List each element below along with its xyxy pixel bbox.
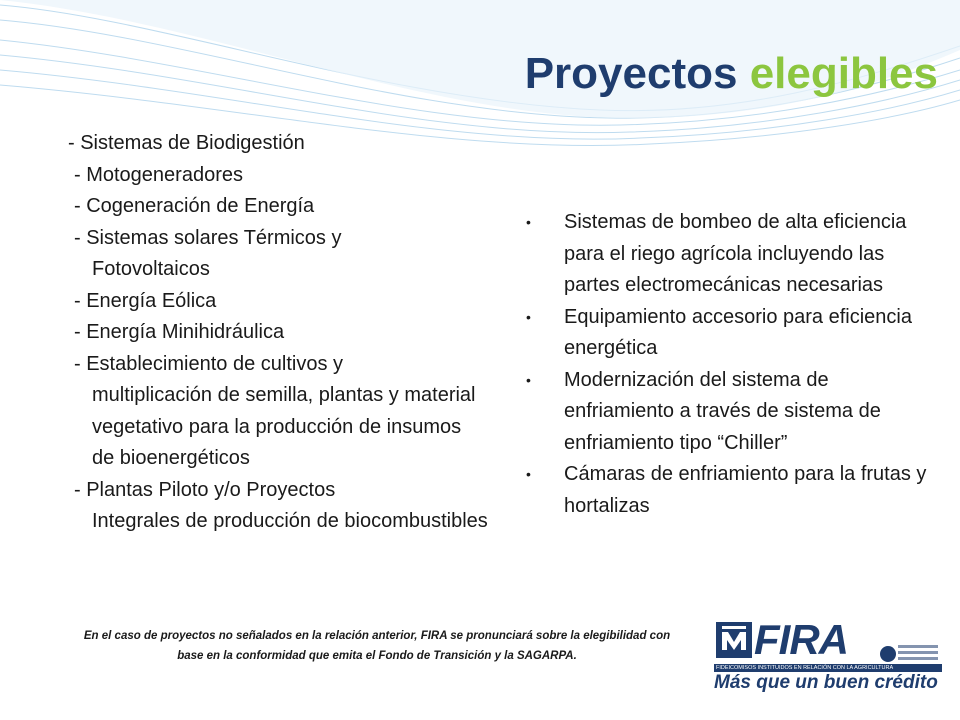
bullet-dot-icon: • [526,466,531,482]
bullet-item [522,207,942,302]
logo-g-icon [880,646,896,662]
footnote: En el caso de proyectos no señalados en la relación anterior, FIRA se pronunciará sobre la elegibilidad con base en la conformidad que emita el Fondo de Transición y la SAGARPA. [83,630,671,662]
bullet-item [522,365,942,460]
left-list-item-text: - Establecimiento de cultivos y [74,352,344,375]
left-list-item-continuation: multiplicación de semilla, plantas y material vegetativo para la producción de insumos de bioenergéticos [92,384,476,469]
left-list-item-text: - Cogeneración de Energía [74,195,315,217]
bullet-dot-icon: • [526,214,531,230]
logo-small-text: FIDEICOMISOS INSTITUIDOS EN RELACIÓN CON LA AGRICULTURA [716,665,894,671]
left-list-item [68,349,488,475]
bullet-dot-icon: • [526,308,531,325]
bullet-item-text: Modernización del sistema de enfriamiento a través de sistema de enfriamiento tipo “Chiller” [564,368,881,454]
left-list-item [68,475,488,538]
left-list-item-text: - Energía Eólica [74,289,217,312]
left-list-item [68,223,488,286]
title-part-1: Proyectos [524,49,738,98]
left-list-item-text: - Plantas Piloto y/o Proyectos [74,478,336,501]
bullet-dot-icon: • [526,371,531,388]
right-bullet-list [522,207,942,522]
title-part-2: elegibles [749,49,938,98]
left-list-item-text: - Sistemas solares Térmicos y [74,226,342,249]
left-list-item [68,191,488,223]
left-list-item-continuation: Integrales de producción de biocombustibles [92,510,488,532]
fira-emblem-icon [714,620,754,660]
left-list-item [68,160,488,192]
bullet-item-text: Cámaras de enfriamiento para la frutas y hortalizas [564,463,927,517]
bullet-item-text: Equipamiento accesorio para eficiencia energética [564,305,912,359]
bullet-item-text: Sistemas de bombeo de alta eficiencia para el riego agrícola incluyendo las partes electromecánicas necesarias [564,211,907,296]
logo-small-print-icon [898,642,938,664]
left-list-item [68,128,488,160]
logo-brand: FIRA [754,616,848,663]
left-list-item [68,317,488,349]
logo-tagline: Más que un buen crédito [714,672,938,693]
left-list-item-text: - Energía Minihidráulica [74,321,285,343]
left-project-list [68,128,488,538]
left-list-item-text: - Motogeneradores [74,163,243,186]
fira-logo [708,612,948,692]
left-list-item [68,286,488,318]
bullet-item [522,459,942,522]
left-list-item-text: - Sistemas de Biodigestión [68,132,305,154]
left-list-item-continuation: Fotovoltaicos [92,258,210,280]
bullet-item [522,302,942,365]
page-title [525,44,938,104]
